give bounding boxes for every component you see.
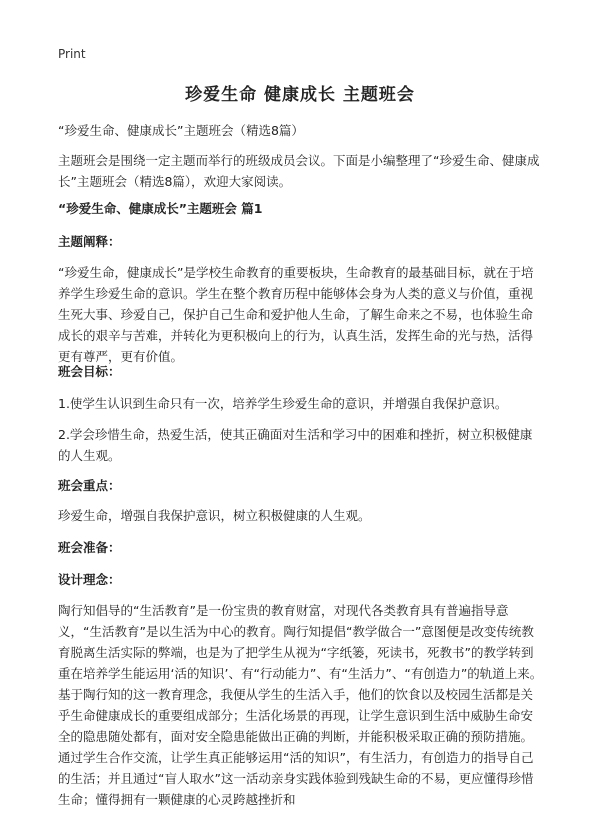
page-title: 珍爱生命 健康成长 主题班会 (185, 85, 415, 105)
theme-paragraph: “珍爱生命，健康成长”是学校生命教育的重要板块，生命教育的最基础目标，就在于培养学生珍爱生命的意识。学生在整个教育历程中能够体会身为人类的意义与价值，重视生死大事、珍爱自己，保护自己生命和爱护他人生命，了解生命来之不易，也体验生命成长的艰辛与苦难，并转化为更积极向上的行为，认真生活，发挥生命的光与热，活得更有尊严，更有价值。 (58, 265, 534, 364)
heading-prep: 班会准备： (58, 540, 121, 555)
goal-item-1: 1.使学生认识到生命只有一次，培养学生珍爱生命的意识，并增强自我保护意识。 (58, 396, 508, 411)
heading-key: 班会重点： (58, 478, 121, 493)
heading-goal: 班会目标： (58, 364, 121, 379)
subtitle: “珍爱生命、健康成长”主题班会（精选8篇） (58, 123, 304, 138)
design-paragraph: 陶行知倡导的“生活教育”是一份宝贵的教育财富，对现代各类教育具有普遍指导意义，“生活教育”是以生活为中心的教育。陶行知提倡“教学做合一”意图便是改变传统教育脱离生活实际的弊端，也是为了把学生从视为“字纸篓，死读书，死教书”的教学转到重在培养学生能运用‘活的知识’、有“行动能力”、有“生活力”、“有创造力”的轨道上来。基于陶行知的这一教育理念，我便从学生的生活入手，他们的饮食以及校园生活都是关乎生命健康成长的重要组成部分；生活化场景的再现，让学生意识到生活中威胁生命安全的隐患随处都有，面对安全隐患能做出正确的判断，并能积极采取正确的预防措施。通过学生合作交流，让学生真正能够运用“活的知识”，有生活力，有创造力的指导自己的生活；并且通过“盲人取水”这一活动亲身实践体验到残缺生命的不易，更应懂得珍惜生命；懂得拥有一颗健康的心灵跨越挫折和 (58, 603, 543, 807)
heading-design: 设计理念： (58, 572, 121, 587)
heading-theme: 主题阐释： (58, 234, 121, 249)
section-title: “珍爱生命、健康成长”主题班会 篇1 (58, 201, 263, 216)
key-paragraph: 珍爱生命，增强自我保护意识，树立积极健康的人生观。 (58, 508, 371, 523)
print-link[interactable]: Print (58, 47, 86, 61)
intro-paragraph: 主题班会是围绕一定主题而举行的班级成员会议。下面是小编整理了“珍爱生命、健康成长”主题班会（精选8篇），欢迎大家阅读。 (58, 153, 540, 189)
goal-item-2: 2.学会珍惜生命，热爱生活，使其正确面对生活和学习中的困难和挫折，树立积极健康的人生观。 (58, 427, 533, 463)
